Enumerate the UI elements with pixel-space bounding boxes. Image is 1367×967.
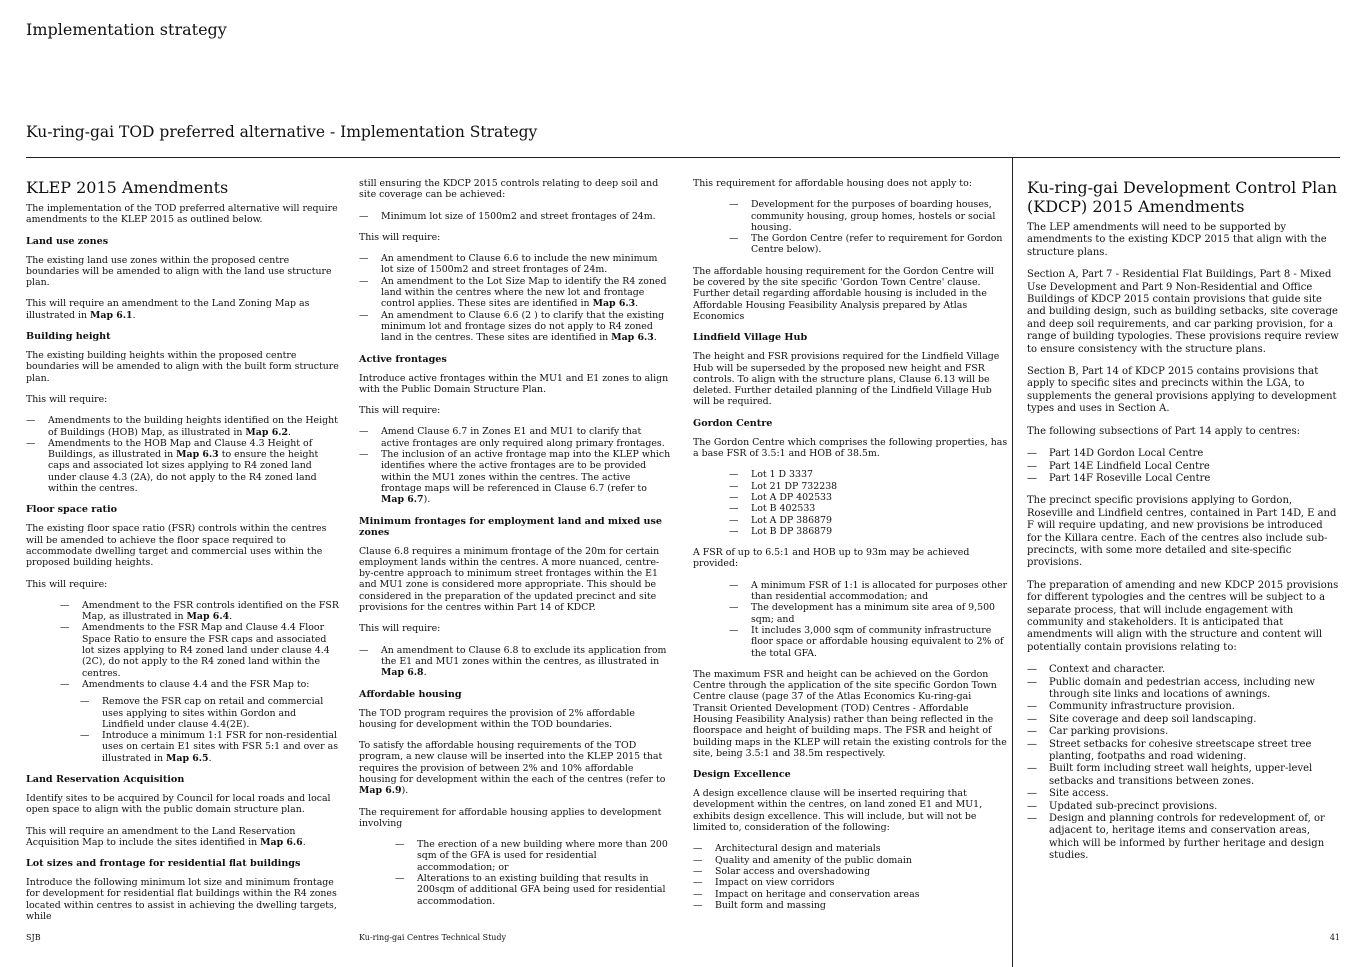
paragraph: The existing building heights within the proposed centre boundaries will be amended to align with the built form structure plan.	[26, 350, 339, 384]
list-item: — The erection of a new building where more than 200 sqm of the GFA is used for residential accommodation; or	[395, 839, 672, 873]
subheading: Land use zones	[26, 235, 109, 247]
list-item: — Minimum lot size of 1500m2 and street frontages of 24m.	[359, 211, 672, 222]
header-divider	[26, 157, 1340, 158]
list-item: — Amendments to clause 4.4 and the FSR Map to:	[60, 679, 341, 690]
list-item: — Street setbacks for cohesive streetscape street tree planting, footpaths and road widening.	[1027, 739, 1340, 764]
section-heading: KLEP 2015 Amendments	[26, 178, 229, 197]
paragraph: The affordable housing requirement for the Gordon Centre will be covered by the site specific 'Gordon Town Centre' clause. Further detail regarding affordable housing is included in the Affordable Housing Feasibility Analysis prepared by Atlas Economics	[693, 265, 994, 322]
bullet-list	[1027, 664, 1340, 863]
list-item: — Development for the purposes of boarding houses, community housing, group homes, hostels or social housing.	[729, 199, 1008, 233]
paragraph: The following subsections of Part 14 apply to centres:	[1027, 425, 1300, 437]
footer-left: SJB	[26, 933, 41, 942]
paragraph: This will require:	[359, 623, 441, 635]
list-item: — Remove the FSR cap on retail and commercial uses applying to sites within Gordon and Lindfield under clause 4.4(2E).	[80, 696, 341, 730]
list-item: — Architectural design and materials	[693, 843, 1008, 854]
list-item: — Lot A DP 386879	[729, 515, 1008, 526]
paragraph: This will require:	[26, 393, 108, 405]
list-item: — Introduce a minimum 1:1 FSR for non-residential uses on certain E1 sites with FSR 5:1 and over as illustrated in Map 6.5.	[80, 730, 341, 764]
subheading: Minimum frontages for employment land and mixed use zones	[359, 515, 663, 538]
bullet-list	[359, 211, 672, 222]
list-item: — Community infrastructure provision.	[1027, 701, 1340, 713]
page-number: 41	[1329, 933, 1340, 942]
paragraph: The requirement for affordable housing applies to development involving	[359, 806, 662, 829]
list-item: — Context and character.	[1027, 664, 1340, 676]
list-item: — Impact on view corridors	[693, 877, 1008, 888]
subheading: Building height	[26, 331, 111, 343]
list-item: — Lot 21 DP 732238	[729, 481, 1008, 492]
bullet-list	[729, 580, 1008, 659]
subheading: Affordable housing	[359, 688, 462, 700]
list-item: — Part 14F Roseville Local Centre	[1027, 473, 1340, 485]
footer-center: Ku-ring-gai Centres Technical Study	[359, 933, 507, 942]
list-item: — Solar access and overshadowing	[693, 866, 1008, 877]
header-title: Implementation strategy	[26, 20, 227, 39]
list-item: — Site coverage and deep soil landscaping.	[1027, 714, 1340, 726]
bullet-list	[1027, 448, 1340, 485]
paragraph: The existing land use zones within the proposed centre boundaries will be amended to align with the land use structure plan.	[26, 254, 332, 289]
list-item: — Updated sub-precinct provisions.	[1027, 801, 1340, 813]
list-item: — Built form and massing	[693, 900, 1008, 911]
page-subtitle: Ku-ring-gai TOD preferred alternative - Implementation Strategy	[26, 123, 538, 141]
column-klep-continued-2	[693, 178, 1008, 913]
paragraph: still ensuring the KDCP 2015 controls relating to deep soil and site coverage can be achieved:	[359, 178, 659, 201]
paragraph: This will require an amendment to the Land Reservation Acquisition Map to include the sites identified in Map 6.6.	[26, 825, 306, 848]
list-item: — An amendment to Clause 6.6 (2 ) to clarify that the existing minimum lot and frontage sizes do not apply to R4 zoned land in the centres. These sites are identified in Map 6.3.	[359, 310, 672, 344]
column-divider	[1012, 157, 1013, 967]
paragraph: This will require an amendment to the Land Zoning Map as illustrated in Map 6.1.	[26, 298, 310, 321]
bullet-list	[26, 415, 341, 494]
list-item: — It includes 3,000 sqm of community infrastructure floor space or affordable housing equivalent to 2% of the total GFA.	[729, 625, 1008, 659]
bullet-list	[359, 253, 672, 343]
subheading: Design Excellence	[693, 769, 791, 781]
column-kdcp	[1027, 178, 1340, 913]
subheading: Lot sizes and frontage for residential flat buildings	[26, 858, 301, 870]
lot-list	[729, 469, 1008, 537]
list-item: — Design and planning controls for redevelopment of, or adjacent to, heritage items and conservation areas, which will be informed by further heritage and design studies.	[1027, 813, 1340, 863]
subheading: Gordon Centre	[693, 417, 773, 429]
subheading: Lindfield Village Hub	[693, 332, 808, 344]
list-item: — Lot B DP 386879	[729, 526, 1008, 537]
list-item: — Amendments to the HOB Map and Clause 4.3 Height of Buildings, as illustrated in Map 6.3 to ensure the height caps and associated lot sizes applying to R4 zoned land under clause 4.3 (2A), do not apply to the R4 zoned land within the centres.	[26, 438, 341, 494]
list-item: — Car parking provisions.	[1027, 726, 1340, 738]
list-item: — Site access.	[1027, 788, 1340, 800]
list-item: — Lot A DP 402533	[729, 492, 1008, 503]
list-item: — The Gordon Centre (refer to requirement for Gordon Centre below).	[729, 233, 1008, 256]
paragraph: Section B, Part 14 of KDCP 2015 contains provisions that apply to specific sites and precincts within the LGA, to supplements the general provisions applying to development types and uses in Section A.	[1027, 366, 1337, 415]
paragraph: Introduce active frontages within the MU1 and E1 zones to align with the Public Domain Structure Plan.	[359, 372, 669, 395]
paragraph: This will require:	[359, 405, 441, 417]
paragraph: The implementation of the TOD preferred alternative will require amendments to the KLEP 2015 as outlined below.	[26, 203, 338, 226]
list-item: — Alterations to an existing building that results in 200sqm of additional GFA being used for residential accommodation.	[395, 873, 672, 907]
column-klep	[26, 178, 341, 923]
list-item: — An amendment to Clause 6.8 to exclude its application from the E1 and MU1 zones within the centres, as illustrated in Map 6.8.	[359, 645, 672, 679]
list-item: — Public domain and pedestrian access, including new through site links and locations of awnings.	[1027, 677, 1340, 702]
paragraph: Clause 6.8 requires a minimum frontage of the 20m for certain employment lands within the centres. A more nuanced, centre-by-centre approach to minimum street frontages within the E1 and MU1 zone is considered more appropriate. This should be considered in the preparation of the updated precinct and site provisions for the centres within Part 14 of KDCP.	[359, 545, 660, 614]
section-heading: Ku-ring-gai Development Control Plan (KDCP) 2015 Amendments	[1027, 178, 1338, 216]
paragraph: A design excellence clause will be inserted requiring that development within the centres, on land zoned E1 and MU1, exhibits design excellence. This will include, but will not be limited to, consideration of the following:	[693, 788, 983, 834]
paragraph: Section A, Part 7 - Residential Flat Buildings, Part 8 - Mixed Use Development and Part 9 Non-Residential and Office Buildings of KDCP 2015 contain provisions that guide site and building design, such as building setbacks, site coverage and deep soil requirements, and car parking provision, for a range of building typologies. These provisions require review to ensure consistency with the structure plans.	[1027, 269, 1339, 355]
bullet-list	[60, 600, 341, 690]
bullet-list	[693, 843, 1008, 911]
list-item: — Part 14E Lindfield Local Centre	[1027, 461, 1340, 473]
paragraph: A FSR of up to 6.5:1 and HOB up to 93m may be achieved provided:	[693, 547, 970, 570]
paragraph: The preparation of amending and new KDCP 2015 provisions for different typologies and the centres will be subject to a separate process, that will include engagement with community and stakeholders. It is anticipated that amendments will align with the structure and content will potentially contain provisions relating to:	[1027, 579, 1339, 653]
list-item: — Lot B 402533	[729, 503, 1008, 514]
paragraph: The existing floor space ratio (FSR) controls within the centres will be amended to achieve the floor space required to accommodate dwelling target and commercial uses within the proposed building heights.	[26, 523, 327, 569]
paragraph: This will require:	[26, 578, 108, 590]
column-klep-continued	[359, 178, 672, 913]
paragraph: To satisfy the affordable housing requirements of the TOD program, a new clause will be inserted into the KLEP 2015 that requires the provision of between 2% and 10% affordable housing for development within the each of the centres (refer to Map 6.9).	[359, 740, 666, 797]
paragraph: The Gordon Centre which comprises the following properties, has a base FSR of 3.5:1 and HOB of 38.5m.	[693, 436, 1008, 460]
subheading: Land Reservation Acquisition	[26, 773, 185, 785]
subheading: Active frontages	[359, 353, 447, 365]
list-item: — A minimum FSR of 1:1 is allocated for purposes other than residential accommodation; and	[729, 580, 1008, 603]
paragraph: The precinct specific provisions applying to Gordon, Roseville and Lindfield centres, contained in Part 14D, E and F will require updating, and new provisions be introduced for the Killara centre. Each of the centres also include sub-precincts, with some more detailed and site-specific provisions.	[1027, 495, 1337, 569]
list-item: — Amend Clause 6.7 in Zones E1 and MU1 to clarify that active frontages are only required along primary frontages.	[359, 426, 672, 449]
paragraph: This will require:	[359, 231, 441, 243]
bullet-list	[729, 199, 1008, 255]
list-item: — Amendments to the FSR Map and Clause 4.4 Floor Space Ratio to ensure the FSR caps and associated lot sizes applying to R4 zoned land under clause 4.4 (2C), do not apply to the R4 zoned land within the centres.	[60, 622, 341, 678]
sub-bullet-list	[80, 696, 341, 764]
list-item: — The inclusion of an active frontage map into the KLEP which identifies where the active frontages are to be provided within the MU1 zones within the centres. The active frontage maps will be referenced in Clause 6.7 (refer to Map 6.7).	[359, 449, 672, 505]
paragraph: The maximum FSR and height can be achieved on the Gordon Centre through the application of the site specific Gordon Town Centre clause (page 37 of the Atlas Economics Ku-ring-gai Transit Oriented Development (TOD) Centres - Affordable Housing Feasibility Analysis) rather than being reflected in the floorspace and height of building maps. The FSR and height of building maps in the KLEP will retain the existing controls for the site, being 3.5:1 and 38.5m respectively.	[693, 668, 1007, 759]
bullet-list	[395, 839, 672, 907]
paragraph: The height and FSR provisions required for the Lindfield Village Hub will be superseded by the proposed new height and FSR controls. To align with the structure plans, Clause 6.13 will be deleted. Further detailed planning of the Lindfield Village Hub will be required.	[693, 351, 1000, 408]
paragraph: The TOD program requires the provision of 2% affordable housing for development within the TOD boundaries.	[359, 707, 635, 730]
list-item: — Impact on heritage and conservation areas	[693, 889, 1008, 900]
list-item: — An amendment to Clause 6.6 to include the new minimum lot size of 1500m2 and street frontages of 24m.	[359, 253, 672, 276]
list-item: — The development has a minimum site area of 9,500 sqm; and	[729, 602, 1008, 625]
list-item: — Part 14D Gordon Local Centre	[1027, 448, 1340, 460]
list-item: — An amendment to the Lot Size Map to identify the R4 zoned land within the centres where the new lot and frontage control applies. These sites are identified in Map 6.3.	[359, 276, 672, 310]
list-item: — Built form including street wall heights, upper-level setbacks and transitions between zones.	[1027, 763, 1340, 788]
subheading: Floor space ratio	[26, 504, 118, 516]
paragraph: Introduce the following minimum lot size and minimum frontage for development for residential flat buildings within the R4 zones located within centres to assist in achieving the dwelling targets, while	[26, 877, 337, 923]
paragraph: Identify sites to be acquired by Council for local roads and local open space to align with the public domain structure plan.	[26, 792, 331, 816]
paragraph: The LEP amendments will need to be supported by amendments to the existing KDCP 2015 that align with the structure plans.	[1027, 222, 1327, 258]
list-item: — Amendments to the building heights identified on the Height of Buildings (HOB) Map, as illustrated in Map 6.2.	[26, 415, 341, 438]
list-item: — Lot 1 D 3337	[729, 469, 1008, 480]
paragraph: This requirement for affordable housing does not apply to:	[693, 178, 972, 189]
list-item: — Quality and amenity of the public domain	[693, 855, 1008, 866]
list-item: — Amendment to the FSR controls identified on the FSR Map, as illustrated in Map 6.4.	[60, 600, 341, 623]
bullet-list	[359, 645, 672, 679]
bullet-list	[359, 426, 672, 505]
